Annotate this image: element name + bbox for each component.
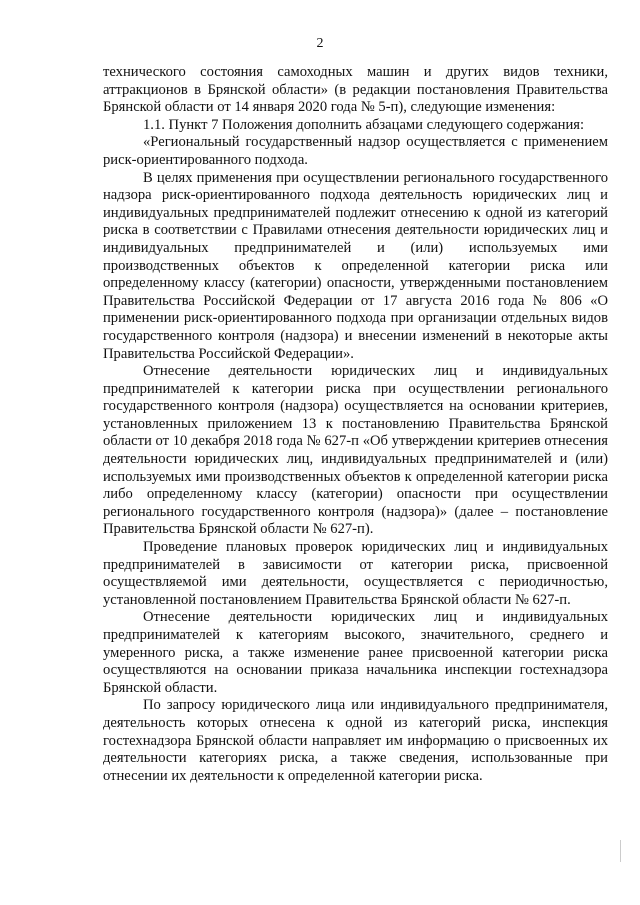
paragraph-category-assignment: Отнесение деятельности юридических лиц и индивидуальных предпринимателей к категориям высокого, значительного, среднего и умеренного риска, а также изменение ранее присвоенной категории риска осуществляются на основании приказа начальника инспекции гостехнадзора Брянской области. [103,609,608,696]
document-body [103,64,608,785]
paragraph-risk-criteria: Отнесение деятельности юридических лиц и индивидуальных предпринимателей к категории риска при осуществлении регионального государственного контроля (надзора) осуществляется на основании критериев, установленных приложением 13 к постановлению Правительства Брянской области от 10 декабря 2018 года № 627-п «Об утверждении критериев отнесения деятельности юридических лиц, индивидуальных предпринимателей и (или) используемых ими производственных объектов к определенной категории риска либо определенному классу (категории) опасности при осуществлении регионального государственного контроля (надзора)» (далее – постановление Правительства Брянской области № 627-п). [103,363,608,538]
paragraph-amendment-item: 1.1. Пункт 7 Положения дополнить абзацами следующего содержания: [143,116,585,133]
page-number: 2 [316,36,324,51]
paragraph-information-request: По запросу юридического лица или индивидуального предпринимателя, деятельность которых отнесена к одной из категорий риска, инспекция гостехнадзора Брянской области направляет им информацию о присвоенных их деятельности категориях риска, а также сведения, использованные при отнесении их деятельности к определенной категории риска. [103,697,608,784]
paragraph-risk-approach: «Региональный государственный надзор осуществляется с применением риск-ориентированного подхода. [103,134,608,168]
paragraph-continuation: технического состояния самоходных машин и других видов техники, аттракционов в Брянской области» (в редакции постановления Правительства Брянской области от 14 января 2020 года № 5-п), следующие изменения: [103,64,608,116]
scan-edge-mark [620,840,621,862]
paragraph-planned-inspections: Проведение плановых проверок юридических лиц и индивидуальных предпринимателей в зависимости от категории риска, присвоенной осуществляемой ими деятельности, осуществляется с периодичностью, установленной постановлением Правительства Брянской области № 627-п. [103,539,608,608]
paragraph-risk-categories: В целях применения при осуществлении регионального государственного надзора риск-ориентированного подхода деятельность юридических лиц и индивидуальных предпринимателей подлежит отнесению к одной из категорий риска в соответствии с Правилами отнесения деятельности юридических лиц и индивидуальных предпринимателей и (или) используемых ими производственных объектов к определенной категории риска или определенному классу (категории) опасности, утвержденными постановлением Правительства Российской Федерации от 17 августа 2016 года № 806 «О применении риск-ориентированного подхода при организации отдельных видов государственного контроля (надзора) и внесении изменений в некоторые акты Правительства Российской Федерации». [103,169,608,362]
